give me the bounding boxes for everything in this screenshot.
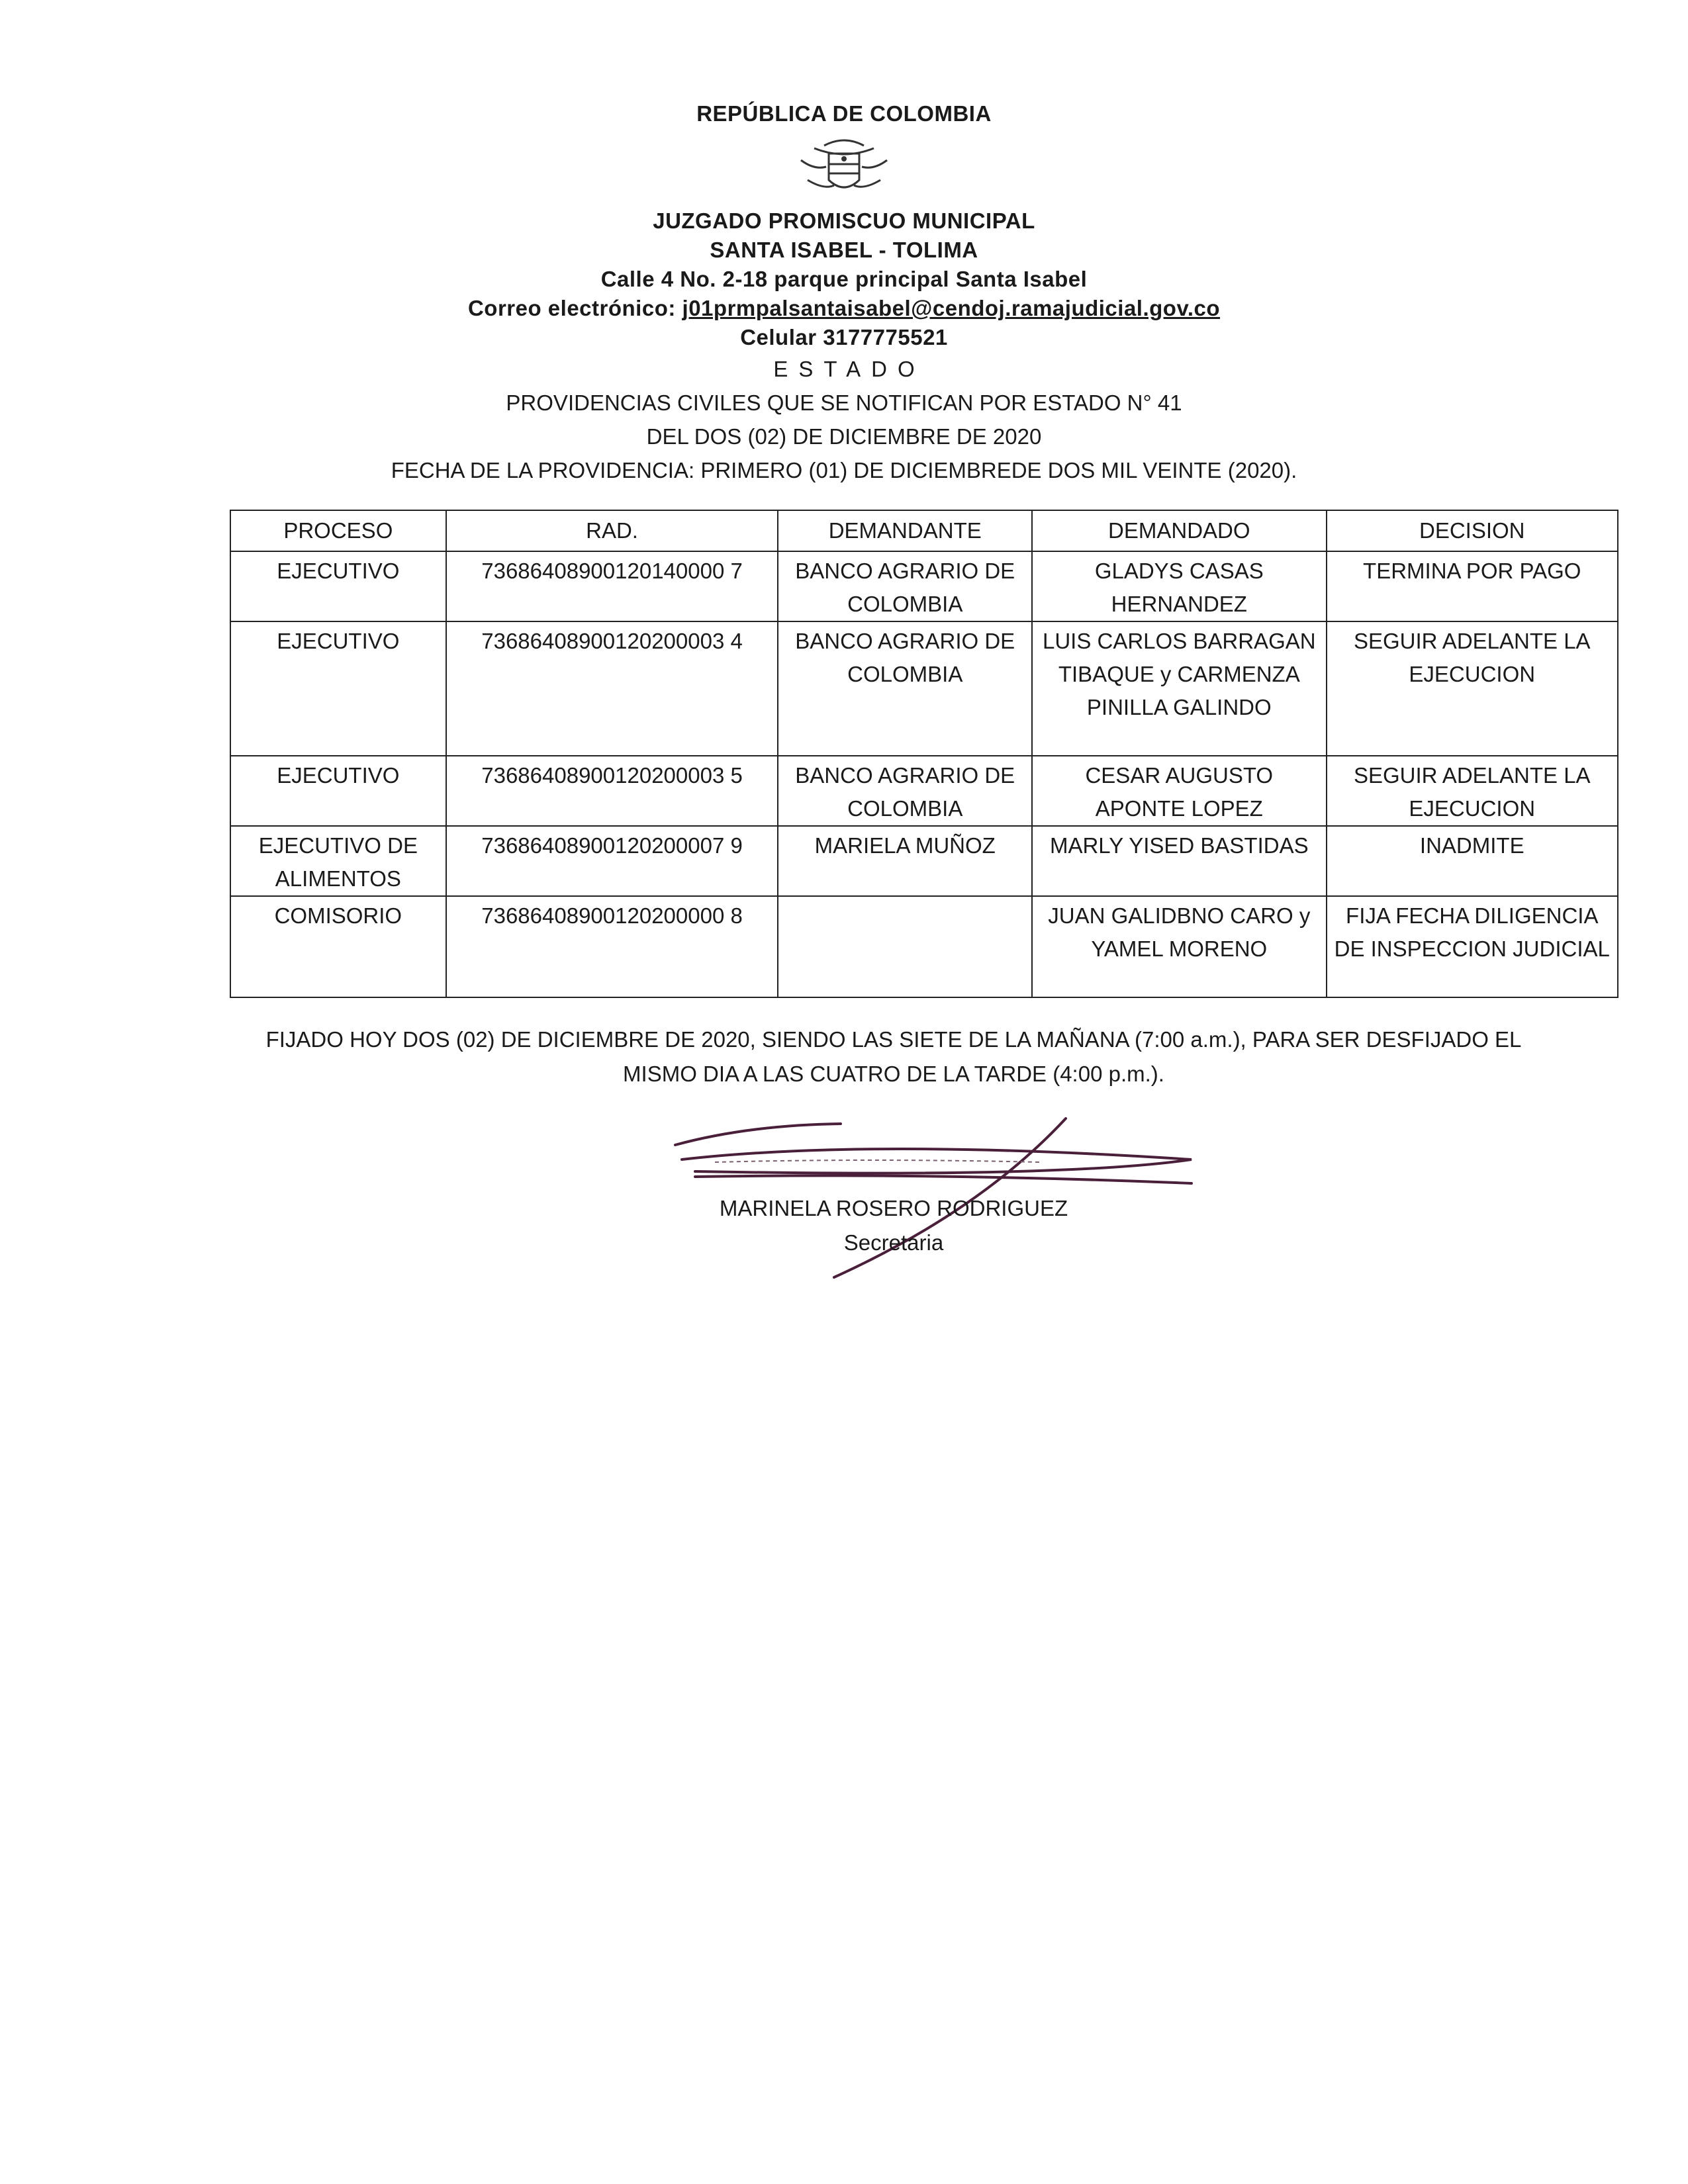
col-header-decision: DECISION [1327,510,1618,551]
court-location: SANTA ISABEL - TOLIMA [710,238,978,262]
estado-number: PROVIDENCIAS CIVILES QUE SE NOTIFICAN POR ESTADO N° 41 [506,390,1182,415]
cell-proceso: EJECUTIVO [230,551,446,621]
cell-decision: FIJA FECHA DILIGENCIA DE INSPECCION JUDICIAL [1327,896,1618,997]
cell-demandado: LUIS CARLOS BARRAGAN TIBAQUE y CARMENZA PINILLA GALINDO [1032,621,1326,756]
colombia-coat-of-arms-icon [788,134,900,200]
cell-proceso: EJECUTIVO DE ALIMENTOS [230,826,446,896]
email-label: Correo electrónico: [467,296,682,320]
cell-decision: INADMITE [1327,826,1618,896]
table-row [230,826,1618,896]
posting-notice-line-2: MISMO DIA A LAS CUATRO DE LA TARDE (4:00 p.m.). [623,1062,1164,1086]
cell-decision: SEGUIR ADELANTE LA EJECUCION [1327,756,1618,826]
table-row [230,756,1618,826]
col-header-demandado: DEMANDADO [1032,510,1326,551]
cell-rad: 73686408900120200000 8 [446,896,778,997]
cell-demandante: BANCO AGRARIO DE COLOMBIA [778,756,1032,826]
cell-demandado: CESAR AUGUSTO APONTE LOPEZ [1032,756,1326,826]
table-row [230,551,1618,621]
cell-demandante: BANCO AGRARIO DE COLOMBIA [778,551,1032,621]
court-phone: Celular 3177775521 [740,325,948,349]
cell-demandante: MARIELA MUÑOZ [778,826,1032,896]
cell-rad: 73686408900120140000 7 [446,551,778,621]
court-name: JUZGADO PROMISCUO MUNICIPAL [653,208,1035,233]
cell-demandante [778,896,1032,997]
table-header-row [230,510,1618,551]
providences-table [230,510,1618,998]
col-header-rad: RAD. [446,510,778,551]
document-header [0,99,1688,487]
signatory-name: MARINELA ROSERO RODRIGUEZ [719,1196,1068,1220]
cell-rad: 73686408900120200007 9 [446,826,778,896]
email-link[interactable]: j01prmpalsantaisabel@cendoj.ramajudicial.gov.co [682,296,1221,320]
table-row [230,621,1618,756]
court-address: Calle 4 No. 2-18 parque principal Santa Isabel [600,267,1088,291]
col-header-demandante: DEMANDANTE [778,510,1032,551]
cell-proceso: EJECUTIVO [230,621,446,756]
court-email-line [0,294,1688,323]
cell-proceso: EJECUTIVO [230,756,446,826]
cell-proceso: COMISORIO [230,896,446,997]
cell-demandado: JUAN GALIDBNO CARO y YAMEL MORENO [1032,896,1326,997]
cell-rad: 73686408900120200003 5 [446,756,778,826]
signatory-block [662,1191,1125,1260]
posting-notice-line-1: FIJADO HOY DOS (02) DE DICIEMBRE DE 2020, SIENDO LAS SIETE DE LA MAÑANA (7:00 a.m.), PARA SER DESFIJADO EL [265,1027,1522,1052]
col-header-proceso: PROCESO [230,510,446,551]
estado-heading: ESTADO [773,357,925,381]
table-row [230,896,1618,997]
cell-decision: SEGUIR ADELANTE LA EJECUCION [1327,621,1618,756]
cell-decision: TERMINA POR PAGO [1327,551,1618,621]
cell-rad: 73686408900120200003 4 [446,621,778,756]
cell-demandado: MARLY YISED BASTIDAS [1032,826,1326,896]
posting-notice [199,1023,1589,1091]
signatory-title: Secretaria [843,1230,944,1255]
providence-date: FECHA DE LA PROVIDENCIA: PRIMERO (01) DE DICIEMBREDE DOS MIL VEINTE (2020). [391,458,1297,482]
estado-date: DEL DOS (02) DE DICIEMBRE DE 2020 [646,424,1042,449]
country-title: REPÚBLICA DE COLOMBIA [696,101,992,126]
cell-demandante: BANCO AGRARIO DE COLOMBIA [778,621,1032,756]
cell-demandado: GLADYS CASAS HERNANDEZ [1032,551,1326,621]
